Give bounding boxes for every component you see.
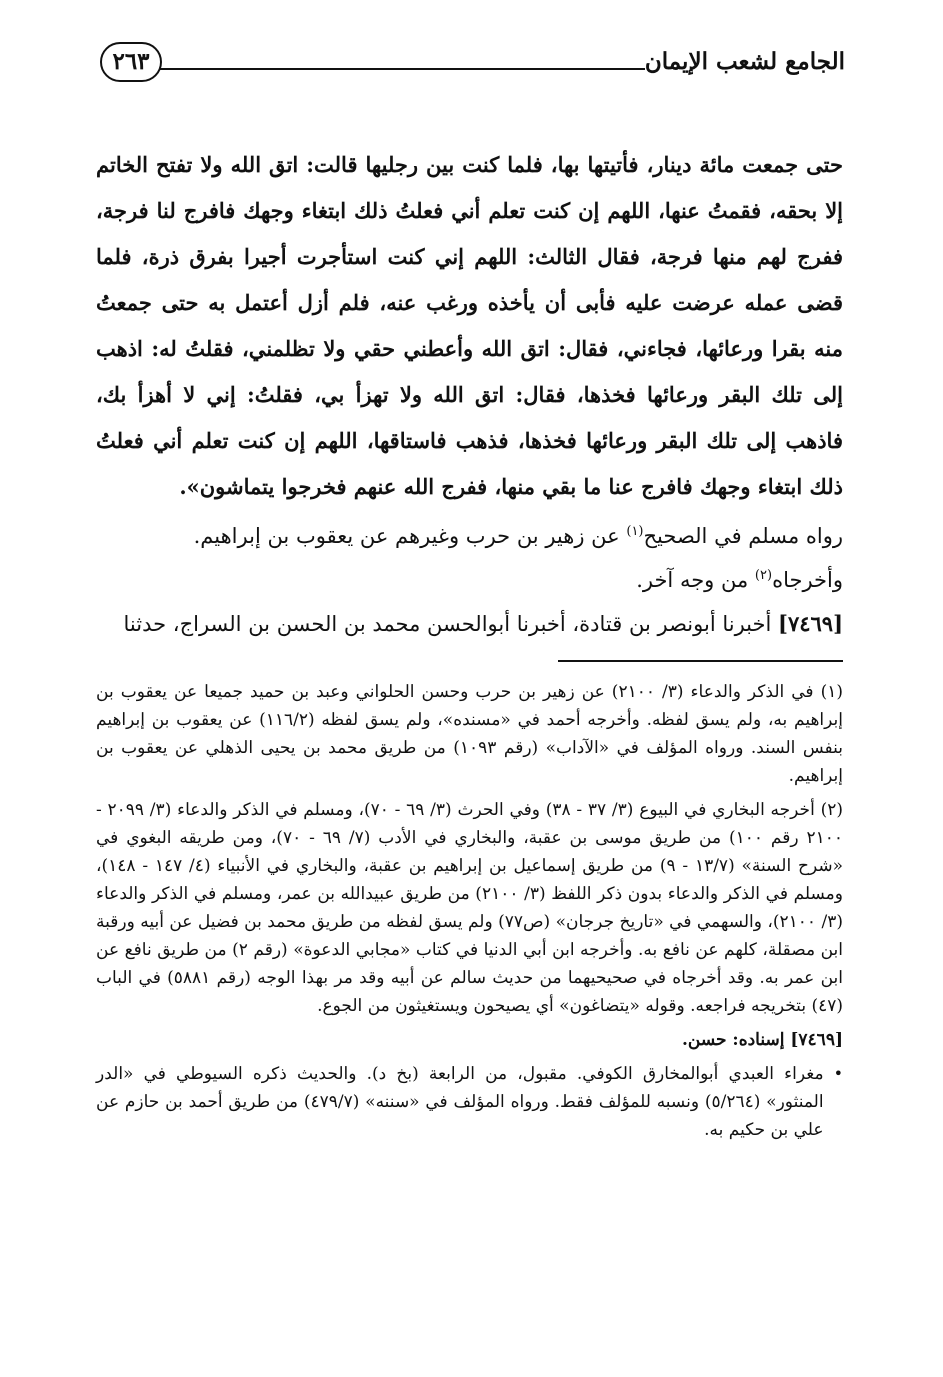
isnad-grade bbox=[96, 1026, 843, 1054]
narrator-note bbox=[96, 1060, 843, 1144]
isnad-chain: أخبرنا أبونصر بن قتادة، أخبرنا أبوالحسن محمد بن الحسن بن السراج، حدثنا bbox=[123, 612, 772, 636]
hadith-paragraph: حتى جمعت مائة دينار، فأتيتها بها، فلما كنت بين رجليها قالت: اتق الله ولا تفتح الخاتم إلا بحقه، فقمتُ عنها، اللهم إن كنت تعلم أني فعلتُ ذلك ابتغاء وجهك فافرج لنا فرجة، ففرج لهم منها فرجة، فقال الثالث: اللهم إني كنت استأجرت أجيرا بفرق ذرة، فلما قضى عمله عرضت عليه فأبى أن يأخذه ورغب عنه، فلم أزل أعتمل به حتى جمعتُ منه بقرا ورعائها، فجاءني، فقال: اتق الله وأعطني حقي ولا تظلمني، فقلتُ له: اذهب إلى تلك البقر ورعائها فخذها، فقال: اتق الله ولا تهزأ بي، فقلتُ: إني لا أهزأ بك، فاذهب إلى تلك البقر ورعائها فخذها، فذهب فاستاقها، اللهم إن كنت تعلم أني فعلتُ ذلك ابتغاء وجهك فافرج عنا ما بقي منها، ففرج الله عنهم فخرجوا يتماشون». bbox=[96, 152, 843, 499]
footnote-ref-1[interactable]: (١) bbox=[626, 524, 644, 539]
footnote-text: أخرجه البخاري في البيوع (٣/ ٣٧ - ٣٨) وفي الحرث (٣/ ٦٩ - ٧٠)، ومسلم في الذكر والدعاء (٣/ ٢٠٩٩ - ٢١٠٠ رقم ١٠٠) من طريق موسى بن عقبة، والبخاري في الأدب (٧/ ٦٩ - ٧٠)، ومن طريقه البغوي في «شرح السنة» (١٣/٧ - ٩) من طريق إسماعيل بن إبراهيم بن عقبة، والبخاري في الأنبياء (٤/ ١٤٧ - ١٤٨)، ومسلم في الذكر والدعاء بدون ذكر اللفظ (٣/ ٢١٠٠) من طريق عبيدالله بن عمر، ومسلم في الذكر والدعاء (٣/ ٢١٠٠)، والسهمي في «تاريخ جرجان» (ص٧٧) ولم يسق لفظه من طريق محمد بن فضيل عن أبيه ورقبة ابن مصقلة، كلهم عن نافع به. وأخرجه ابن أبي الدنيا في كتاب «مجابي الدعوة» (رقم ٢) من طريق نافع عن ابن عمر به. وقد أخرجاه في صحيحيهما من حديث سالم عن أبيه وقد مر بهذا الوجه (رقم ٥٨٨١) في الباب (٤٧) بتخريجه فراجعه. وقوله «يتضاغون» أي يصيحون ويستغيثون من الجوع. bbox=[96, 800, 844, 1016]
bullet-icon: • bbox=[833, 1064, 843, 1083]
hadith-number: [٧٤٦٩] bbox=[778, 611, 843, 636]
narrator-note-text: مغراء العبدي أبوالمخارق الكوفي. مقبول، من الرابعة (بخ د). والحديث ذكره السيوطي في «الدر المنثور» (٥/٢٦٤) ونسبه للمؤلف فقط. ورواه المؤلف في «سننه» (٤٧٩/٧) من طريق أحمد بن حازم عن علي بن حكيم به. bbox=[96, 1064, 824, 1140]
narration-text: من وجه آخر. bbox=[636, 568, 749, 592]
footnotes bbox=[96, 678, 843, 1144]
footnote-number: (٢) bbox=[820, 800, 843, 820]
page-number: ٢٦٣ bbox=[100, 42, 162, 82]
header-rule bbox=[154, 68, 645, 70]
hadith-number: [٧٤٦٩] bbox=[790, 1030, 843, 1050]
running-title: الجامع لشعب الإيمان bbox=[644, 48, 845, 75]
narration-text: رواه مسلم في الصحيح bbox=[643, 524, 843, 548]
narration-text: وأخرجاه bbox=[772, 568, 843, 592]
narration-block bbox=[96, 514, 843, 646]
page-header bbox=[96, 36, 843, 100]
main-text bbox=[96, 142, 843, 510]
next-hadith-line bbox=[96, 602, 843, 646]
footnote-text: في الذكر والدعاء (٣/ ٢١٠٠) عن زهير بن حرب وحسن الحلواني وعبد بن حميد جميعا عن يعقوب بن إبراهيم به، ولم يسق لفظه. وأخرجه أحمد في «مسنده»، ولم يسق لفظه (١١٦/٢) عن يعقوب بن إبراهيم بنفس السند. ورواه المؤلف في «الآداب» (رقم ١٠٩٣) من طريق محمد بن يحيى الذهلي عن يعقوب بن إبراهيم. bbox=[96, 682, 843, 786]
footnote-1 bbox=[96, 678, 843, 790]
footnote-2 bbox=[96, 796, 843, 1020]
narration-text: عن زهير بن حرب وغيرهم عن يعقوب بن إبراهيم. bbox=[193, 524, 620, 548]
footnote-divider bbox=[558, 660, 843, 662]
isnad-grade-text: إسناده: حسن. bbox=[681, 1030, 785, 1050]
footnote-ref-2[interactable]: (٢) bbox=[754, 568, 773, 583]
footnote-number: (١) bbox=[820, 682, 844, 702]
narration-line-muslim bbox=[96, 514, 843, 558]
narration-line-bukhari-muslim bbox=[96, 558, 843, 602]
